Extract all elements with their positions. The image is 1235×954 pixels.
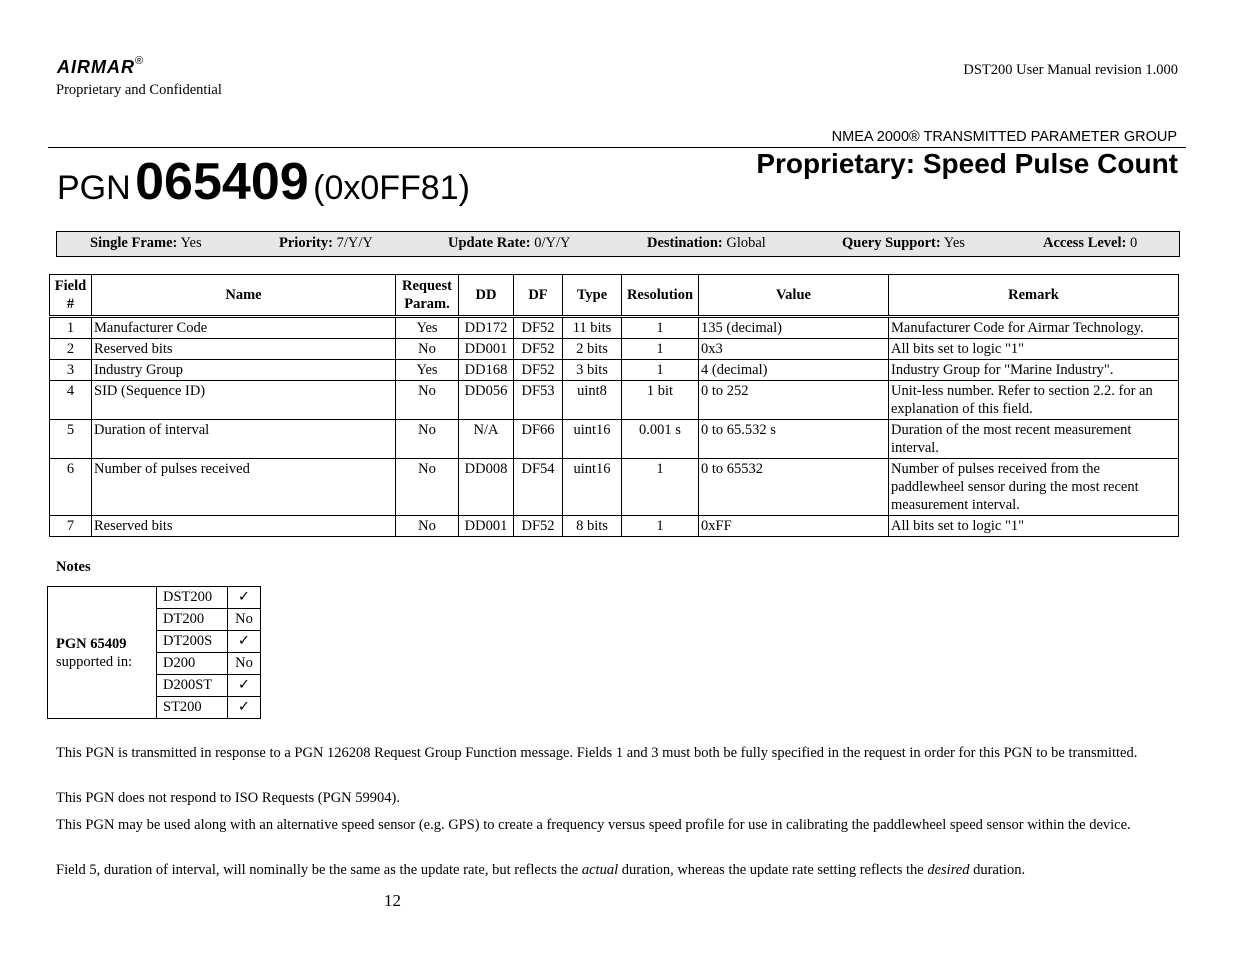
paragraph-request-group: This PGN is transmitted in response to a PGN 126208 Request Group Function message. Fields 1 and 3 must both be fully specified in the request in order for this PGN to be transmitted. (56, 745, 1138, 761)
paragraph-duration-note: Field 5, duration of interval, will nominally be the same as the update rate, but reflects the actual duration, whereas the update rate setting reflects the desired duration. (56, 862, 1026, 878)
cell-request: No (396, 459, 459, 516)
cell-type: 11 bits (563, 317, 622, 339)
attr-query-support: Query Support: Yes (842, 235, 965, 251)
device-name: D200ST (157, 675, 228, 697)
page-number: 12 (384, 891, 401, 910)
cell-df: DF53 (514, 381, 563, 420)
attr-single-frame: Single Frame: Yes (90, 235, 202, 251)
cell-value: 135 (decimal) (699, 317, 889, 339)
notes-label: Notes (56, 559, 91, 575)
cell-value: 0 to 65532 (699, 459, 889, 516)
device-name: D200 (157, 653, 228, 675)
attr-destination: Destination: Global (647, 235, 766, 251)
table-row (50, 516, 1179, 537)
cell-value: 0 to 252 (699, 381, 889, 420)
cell-resolution: 1 (622, 360, 699, 381)
device-name: ST200 (157, 697, 228, 719)
cell-name: Industry Group (92, 360, 396, 381)
device-support: ✓ (228, 631, 261, 653)
cell-dd: DD008 (459, 459, 514, 516)
paragraph-alternative-sensor: This PGN may be used along with an alternative speed sensor (e.g. GPS) to create a frequency versus speed profile for use in calibrating the paddlewheel speed sensor within the device. (56, 817, 1131, 833)
cell-field: 1 (50, 317, 92, 339)
header-name: Name (92, 275, 396, 317)
cell-value: 0 to 65.532 s (699, 420, 889, 459)
cell-remark: Unit-less number. Refer to section 2.2. for an explanation of this field. (889, 381, 1179, 420)
table-row (50, 339, 1179, 360)
fields-table (49, 274, 1179, 537)
pgn-prefix: PGN (57, 169, 131, 207)
device-support: No (228, 609, 261, 631)
device-name: DT200 (157, 609, 228, 631)
cell-request: Yes (396, 317, 459, 339)
device-name: DT200S (157, 631, 228, 653)
cell-df: DF52 (514, 317, 563, 339)
cell-field: 3 (50, 360, 92, 381)
cell-request: No (396, 420, 459, 459)
page-title: Proprietary: Speed Pulse Count (756, 148, 1178, 179)
cell-type: uint8 (563, 381, 622, 420)
cell-name: Reserved bits (92, 516, 396, 537)
cell-remark: Number of pulses received from the paddlewheel sensor during the most recent measurement interval. (889, 459, 1179, 516)
cell-remark: Manufacturer Code for Airmar Technology. (889, 317, 1179, 339)
cell-dd: DD001 (459, 339, 514, 360)
cell-dd: DD001 (459, 516, 514, 537)
table-header-row (50, 275, 1179, 317)
device-support: No (228, 653, 261, 675)
table-row (50, 360, 1179, 381)
attr-priority: Priority: 7/Y/Y (279, 235, 373, 251)
paragraph-iso-request: This PGN does not respond to ISO Requests (PGN 59904). (56, 790, 400, 806)
cell-df: DF54 (514, 459, 563, 516)
cell-df: DF66 (514, 420, 563, 459)
header-remark: Remark (889, 275, 1179, 317)
cell-name: Duration of interval (92, 420, 396, 459)
group-header: NMEA 2000® TRANSMITTED PARAMETER GROUP (831, 129, 1177, 145)
cell-field: 6 (50, 459, 92, 516)
cell-df: DF52 (514, 516, 563, 537)
cell-remark: Industry Group for "Marine Industry". (889, 360, 1179, 381)
device-support: ✓ (228, 675, 261, 697)
cell-resolution: 1 (622, 459, 699, 516)
device-support: ✓ (228, 697, 261, 719)
header-type: Type (563, 275, 622, 317)
cell-value: 0x3 (699, 339, 889, 360)
support-label: PGN 65409 supported in: (48, 587, 157, 719)
revision-label: DST200 User Manual revision 1.000 (963, 62, 1178, 78)
cell-type: uint16 (563, 459, 622, 516)
cell-resolution: 0.001 s (622, 420, 699, 459)
header-field: Field # (50, 275, 92, 317)
support-table (47, 586, 261, 719)
header-request: Request Param. (396, 275, 459, 317)
pgn-hex: (0x0FF81) (313, 169, 470, 207)
cell-value: 0xFF (699, 516, 889, 537)
cell-dd: DD172 (459, 317, 514, 339)
table-row (50, 420, 1179, 459)
cell-type: 2 bits (563, 339, 622, 360)
cell-name: Manufacturer Code (92, 317, 396, 339)
cell-name: SID (Sequence ID) (92, 381, 396, 420)
cell-value: 4 (decimal) (699, 360, 889, 381)
cell-field: 5 (50, 420, 92, 459)
device-support: ✓ (228, 587, 261, 609)
pgn-number: 065409 (135, 153, 309, 211)
cell-request: No (396, 339, 459, 360)
cell-field: 4 (50, 381, 92, 420)
cell-remark: All bits set to logic "1" (889, 339, 1179, 360)
cell-resolution: 1 (622, 516, 699, 537)
confidential-label: Proprietary and Confidential (56, 82, 222, 98)
header-resolution: Resolution (622, 275, 699, 317)
cell-resolution: 1 (622, 317, 699, 339)
attr-update-rate: Update Rate: 0/Y/Y (448, 235, 571, 251)
support-row (48, 587, 261, 609)
header-df: DF (514, 275, 563, 317)
cell-type: 3 bits (563, 360, 622, 381)
pgn-heading (57, 152, 470, 212)
cell-field: 7 (50, 516, 92, 537)
cell-resolution: 1 (622, 339, 699, 360)
device-name: DST200 (157, 587, 228, 609)
header-dd: DD (459, 275, 514, 317)
attr-access-level: Access Level: 0 (1043, 235, 1138, 251)
table-row (50, 317, 1179, 339)
cell-field: 2 (50, 339, 92, 360)
cell-request: Yes (396, 360, 459, 381)
cell-remark: Duration of the most recent measurement interval. (889, 420, 1179, 459)
attributes-bar (56, 231, 1180, 257)
airmar-logo: AIRMAR® (57, 55, 144, 77)
cell-df: DF52 (514, 339, 563, 360)
cell-resolution: 1 bit (622, 381, 699, 420)
cell-name: Number of pulses received (92, 459, 396, 516)
header-value: Value (699, 275, 889, 317)
cell-df: DF52 (514, 360, 563, 381)
cell-request: No (396, 381, 459, 420)
cell-remark: All bits set to logic "1" (889, 516, 1179, 537)
cell-type: 8 bits (563, 516, 622, 537)
cell-dd: N/A (459, 420, 514, 459)
table-row (50, 459, 1179, 516)
cell-dd: DD168 (459, 360, 514, 381)
cell-type: uint16 (563, 420, 622, 459)
cell-name: Reserved bits (92, 339, 396, 360)
cell-request: No (396, 516, 459, 537)
cell-dd: DD056 (459, 381, 514, 420)
table-row (50, 381, 1179, 420)
